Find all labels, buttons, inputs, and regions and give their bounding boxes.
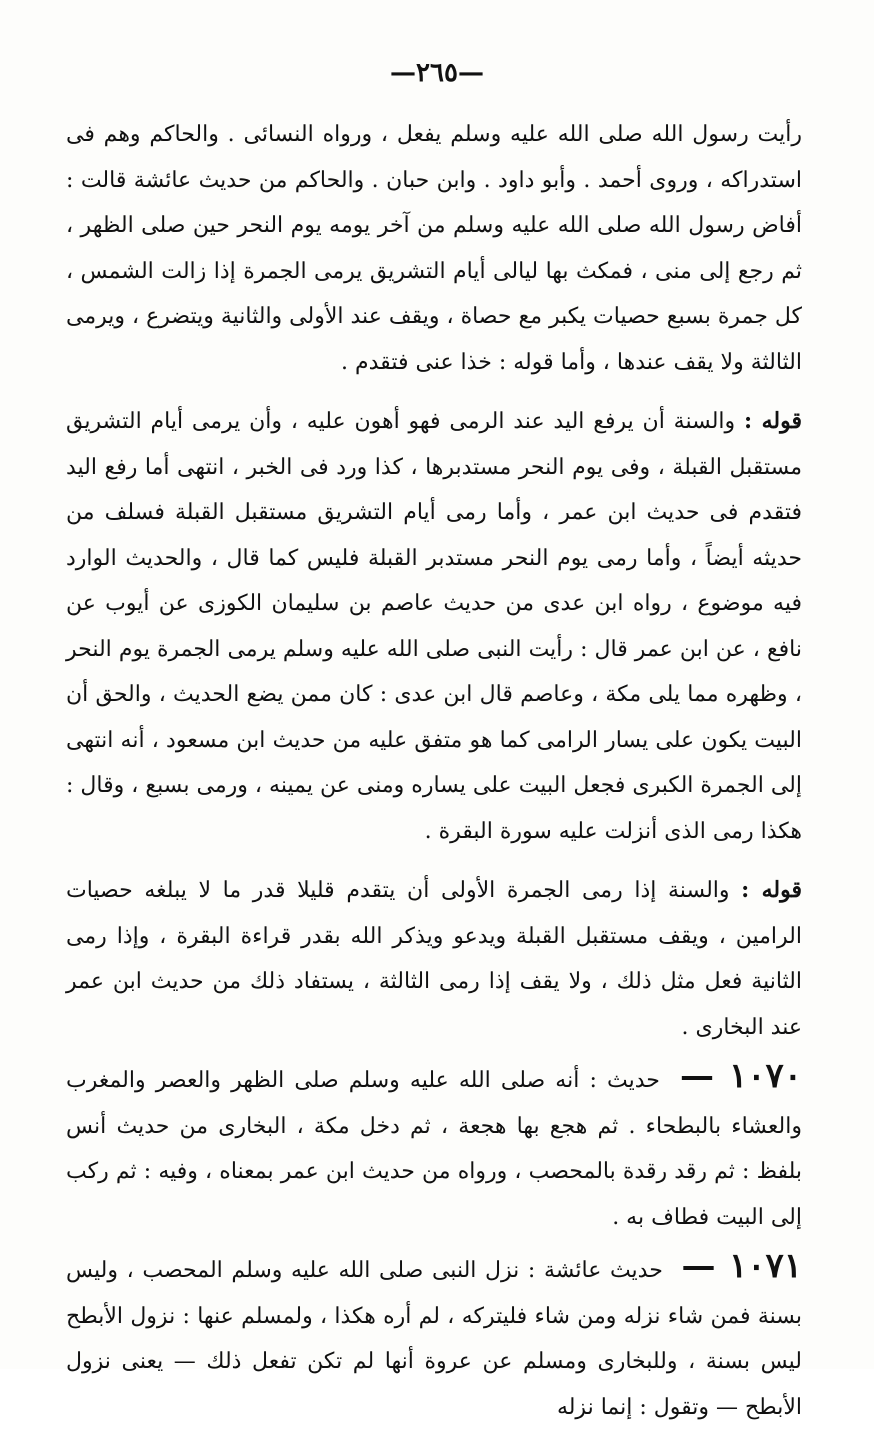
page-number: —٢٦٥— [390,58,484,88]
paragraph-5-text: حديث عائشة : نزل النبى صلى الله عليه وسلم المحصب ، وليس بسنة فمن شاء نزله ومن شاء فليتركه ، لم أره هكذا ، ولمسلم عنها : نزول الأبطح ليس بسنة ، وللبخارى ومسلم عن عروة أنها لم تكن تفعل ذلك — يعنى نزول الأبطح — وتقول : إنما نزله [66,1258,802,1420]
paragraph-5 [66,1244,802,1430]
paragraph-4-text: حديث : أنه صلى الله عليه وسلم صلى الظهر والعصر والمغرب والعشاء بالبطحاء . ثم هجع بها هجعة ، ثم دخل مكة ، البخارى من حديث أنس بلفظ : ثم رقد رقدة بالمحصب ، ورواه من حديث ابن عمر بمعناه ، وفيه : ثم ركب إلى البيت فطاف به . [66,1068,802,1230]
paragraph-2 [66,399,802,854]
body-text [66,112,802,1430]
hadith-number-1071: ١٠٧١ — [681,1246,803,1286]
paragraph-1-text: رأيت رسول الله صلى الله عليه وسلم يفعل ، ورواه النسائى . والحاكم وهم فى استدراكه ، وروى أحمد . وأبو داود . وابن حبان . والحاكم من حديث عائشة قالت : أفاض رسول الله صلى الله عليه وسلم من آخر يومه يوم النحر حين صلى الظهر ، ثم رجع إلى منى ، فمكث بها ليالى أيام التشريق يرمى الجمرة إذا زالت الشمس ، كل جمرة بسبع حصيات يكبر مع حصاة ، ويقف عند الأولى والثانية ويتضرع ، ويرمى الثالثة ولا يقف عندها ، وأما قوله : خذا عنى فتقدم . [66,122,802,375]
hadith-number-1070: ١٠٧٠ — [679,1056,802,1096]
paragraph-2-lead: قوله : [744,408,802,434]
paragraph-3-text: والسنة إذا رمى الجمرة الأولى أن يتقدم قليلا قدر ما لا يبلغه حصيات الرامين ، ويقف مستقبل القبلة ويدعو ويذكر الله بقدر قراءة البقرة ، وإذا رمى الثانية فعل مثل ذلك ، ولا يقف إذا رمى الثالثة ، يستفاد ذلك من حديث ابن عمر عند البخارى . [66,878,802,1040]
paragraph-1 [66,112,802,385]
paragraph-3 [66,868,802,1050]
paragraph-2-text: والسنة أن يرفع اليد عند الرمى فهو أهون عليه ، وأن يرمى أيام التشريق مستقبل القبلة ، وفى يوم النحر مستدبرها ، كذا ورد فى الخبر ، انتهى أما رفع اليد فتقدم فى حديث ابن عمر ، وأما رمى أيام التشريق مستقبل القبلة فسلف من حديثه أيضاً ، وأما رمى يوم النحر مستدبر القبلة فليس كما قال ، والحديث الوارد فيه موضوع ، رواه ابن عدى من حديث عاصم بن سليمان الكوزى عن أيوب عن نافع ، عن ابن عمر قال : رأيت النبى صلى الله عليه وسلم يرمى الجمرة يوم النحر ، وظهره مما يلى مكة ، وعاصم قال ابن عدى : كان ممن يضع الحديث ، والحق أن البيت يكون على يسار الرامى كما هو متفق عليه من حديث ابن مسعود ، أنه انتهى إلى الجمرة الكبرى فجعل البيت على يساره ومنى عن يمينه ، ورمى بسبع ، وقال : هكذا رمى الذى أنزلت عليه سورة البقرة . [66,409,802,844]
paragraph-3-lead: قوله : [741,877,802,903]
paragraph-4 [66,1054,802,1240]
